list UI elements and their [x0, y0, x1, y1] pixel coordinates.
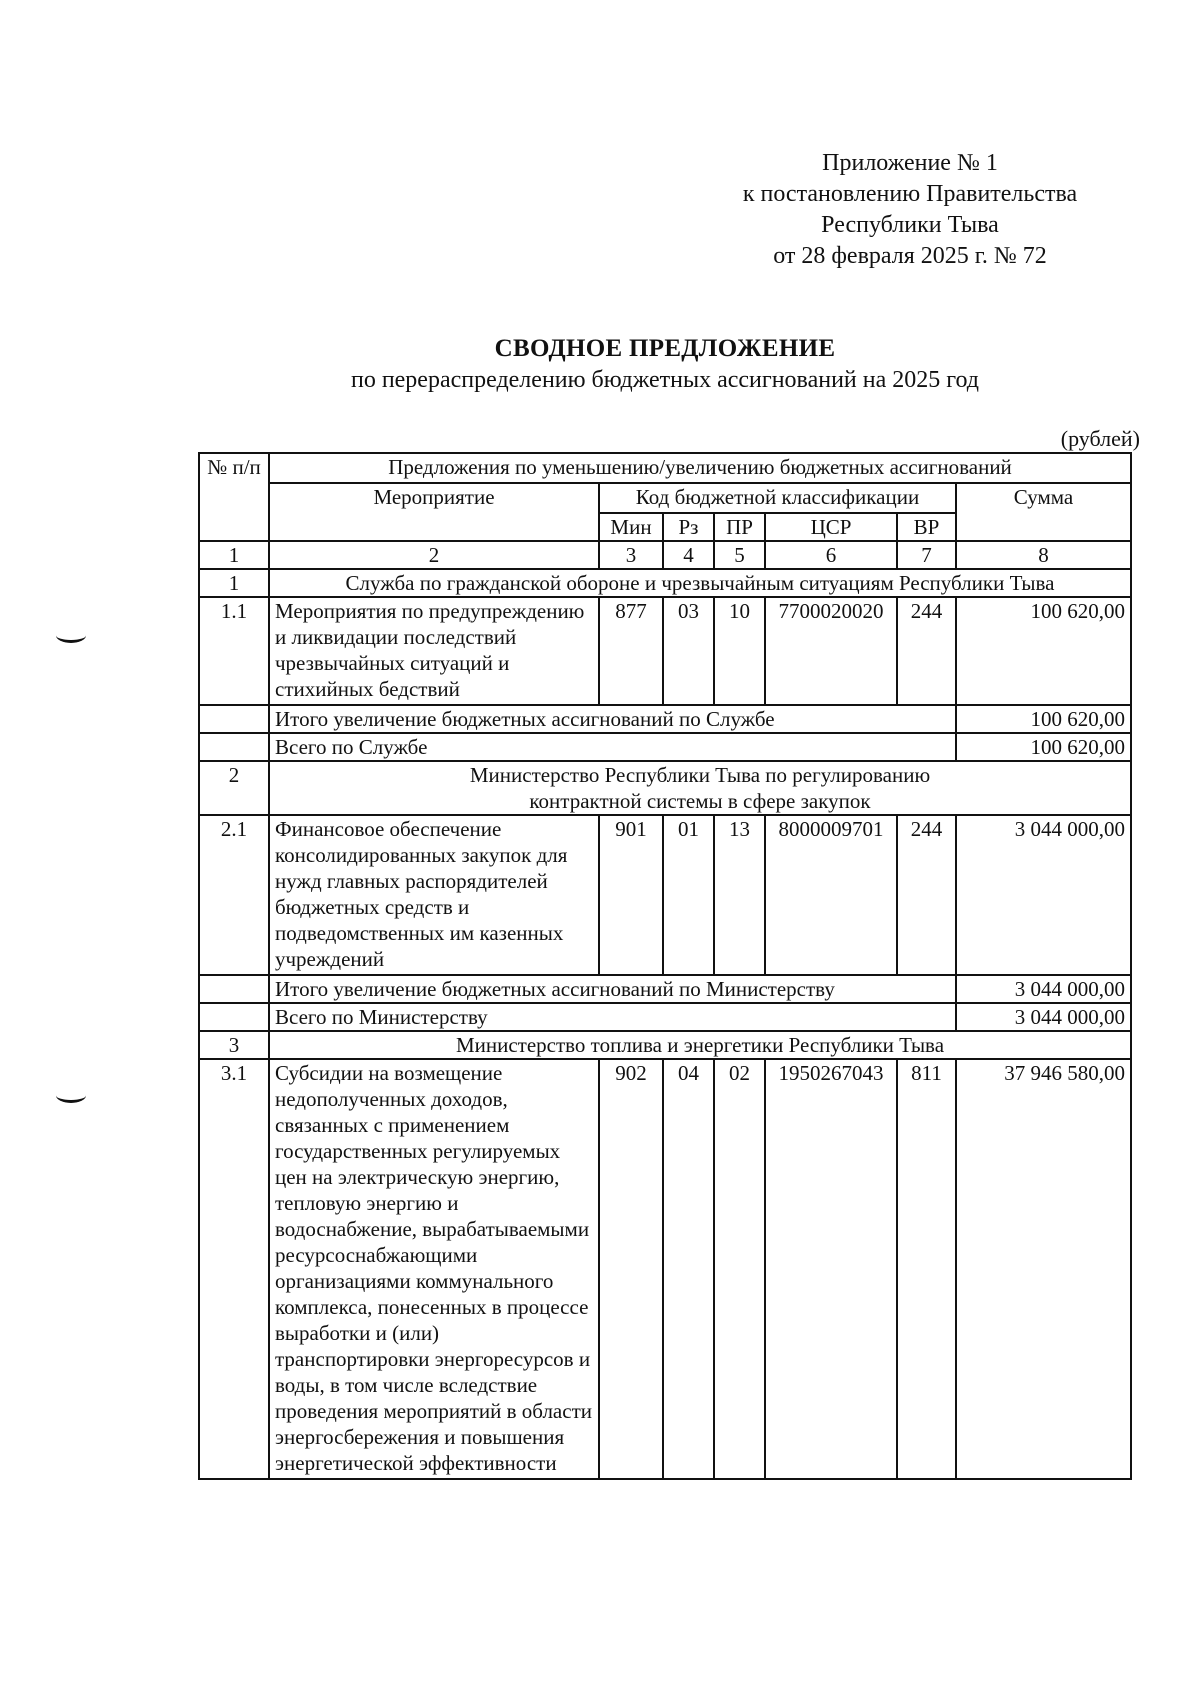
document-title: СВОДНОЕ ПРЕДЛОЖЕНИЕ	[494, 335, 836, 362]
header-csr: ЦСР	[765, 513, 897, 541]
col-number: 6	[765, 541, 897, 569]
row-min: 902	[599, 1059, 663, 1479]
table-row	[199, 1059, 1131, 1479]
document-subtitle: по перераспределению бюджетных ассигнований на 2025 год	[350, 367, 980, 393]
appendix-header	[680, 148, 1140, 272]
appendix-line-3: Республики Тыва	[821, 212, 999, 238]
section-name: Служба по гражданской обороне и чрезвычайным ситуациям Республики Тыва	[269, 569, 1131, 597]
header-num: № п/п	[199, 453, 269, 541]
row-num: 1.1	[199, 597, 269, 705]
column-number-row	[199, 541, 1131, 569]
budget-table	[198, 452, 1132, 1480]
table-row	[199, 597, 1131, 705]
header-min: Мин	[599, 513, 663, 541]
total-increase-value: 3 044 000,00	[956, 975, 1131, 1003]
col-number: 4	[663, 541, 714, 569]
col-number: 5	[714, 541, 765, 569]
section-name: Министерство Республики Тыва по регулированию контрактной системы в сфере закупок	[269, 761, 1131, 815]
row-csr: 8000009701	[765, 815, 897, 975]
row-activity: Мероприятия по предупреждению и ликвидации последствий чрезвычайных ситуаций и стихийных бедствий	[269, 597, 599, 705]
total-label: Всего по Службе	[269, 733, 956, 761]
total-value: 100 620,00	[956, 733, 1131, 761]
appendix-line-2: к постановлению Правительства	[742, 181, 1078, 207]
row-rz: 01	[663, 815, 714, 975]
margin-mark	[56, 628, 86, 643]
table-row	[199, 815, 1131, 975]
row-activity: Финансовое обеспечение консолидированных закупок для нужд главных распорядителей бюджетных средств и подведомственных им казенных учреждений	[269, 815, 599, 975]
row-num: 3.1	[199, 1059, 269, 1479]
total-increase-row	[199, 705, 1131, 733]
section-row	[199, 1031, 1131, 1059]
row-csr: 7700020020	[765, 597, 897, 705]
total-increase-row	[199, 975, 1131, 1003]
header-sum: Сумма	[956, 483, 1131, 541]
total-increase-value: 100 620,00	[956, 705, 1131, 733]
row-rz: 03	[663, 597, 714, 705]
col-number: 2	[269, 541, 599, 569]
header-pr: ПР	[714, 513, 765, 541]
row-activity: Субсидии на возмещение недополученных доходов, связанных с применением государственных регулируемых цен на электрическую энергию, тепловую энергию и водоснабжение, вырабатываемыми ресурсоснабжающими организациями коммунального комплекса, понесенных в процессе выработки и (или) транспортировки энергоресурсов и воды, в том числе вследствие проведения мероприятий в области энергосбережения и повышения энергетической эффективности	[269, 1059, 599, 1479]
total-row	[199, 733, 1131, 761]
units-label: (рублей)	[1060, 426, 1140, 451]
col-number: 3	[599, 541, 663, 569]
row-vr: 811	[897, 1059, 956, 1479]
row-pr: 10	[714, 597, 765, 705]
header-activity: Мероприятие	[269, 483, 599, 541]
empty-cell	[199, 1003, 269, 1031]
row-vr: 244	[897, 597, 956, 705]
header-group: Предложения по уменьшению/увеличению бюджетных ассигнований	[269, 453, 1131, 483]
total-increase-label: Итого увеличение бюджетных ассигнований по Службе	[269, 705, 956, 733]
col-number: 7	[897, 541, 956, 569]
row-sum: 37 946 580,00	[956, 1059, 1131, 1479]
row-sum: 100 620,00	[956, 597, 1131, 705]
total-label: Всего по Министерству	[269, 1003, 956, 1031]
row-csr: 1950267043	[765, 1059, 897, 1479]
row-sum: 3 044 000,00	[956, 815, 1131, 975]
header-vr: ВР	[897, 513, 956, 541]
row-num: 2.1	[199, 815, 269, 975]
section-name: Министерство топлива и энергетики Республики Тыва	[269, 1031, 1131, 1059]
section-num: 3	[199, 1031, 269, 1059]
empty-cell	[199, 705, 269, 733]
header-code-group: Код бюджетной классификации	[599, 483, 956, 513]
row-rz: 04	[663, 1059, 714, 1479]
header-rz: Рз	[663, 513, 714, 541]
row-min: 901	[599, 815, 663, 975]
section-num: 2	[199, 761, 269, 815]
row-vr: 244	[897, 815, 956, 975]
appendix-line-1: Приложение № 1	[822, 150, 998, 176]
margin-mark	[56, 1088, 86, 1103]
col-number: 8	[956, 541, 1131, 569]
appendix-line-4: от 28 февраля 2025 г. № 72	[773, 243, 1047, 269]
total-row	[199, 1003, 1131, 1031]
total-value: 3 044 000,00	[956, 1003, 1131, 1031]
row-min: 877	[599, 597, 663, 705]
row-pr: 13	[714, 815, 765, 975]
total-increase-label: Итого увеличение бюджетных ассигнований по Министерству	[269, 975, 956, 1003]
empty-cell	[199, 975, 269, 1003]
header-row-group	[199, 453, 1131, 483]
section-row	[199, 569, 1131, 597]
section-num: 1	[199, 569, 269, 597]
row-pr: 02	[714, 1059, 765, 1479]
section-row	[199, 761, 1131, 815]
col-number: 1	[199, 541, 269, 569]
header-row-columns	[199, 483, 1131, 513]
empty-cell	[199, 733, 269, 761]
